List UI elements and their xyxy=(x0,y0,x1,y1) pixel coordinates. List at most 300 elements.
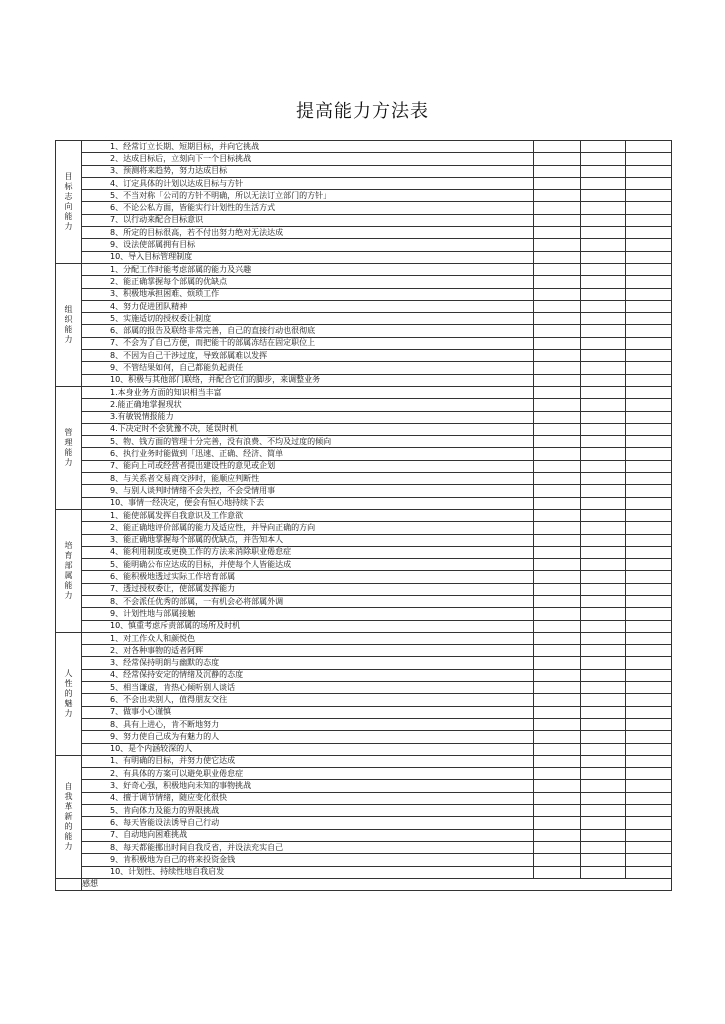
rating-cell[interactable] xyxy=(626,829,672,841)
rating-cell[interactable] xyxy=(581,534,626,546)
item-text-cell: 3、经常保持明朗与幽默的态度 xyxy=(82,657,534,669)
rating-cell[interactable] xyxy=(581,805,626,817)
rating-cell[interactable] xyxy=(626,645,672,657)
table-row xyxy=(56,460,672,472)
table-row xyxy=(56,276,672,288)
table-row xyxy=(56,571,672,583)
rating-cell[interactable] xyxy=(534,436,581,448)
rating-cell[interactable] xyxy=(626,522,672,534)
item-text-cell: 9、与别人谈判时情绪不会失控，不会受情用事 xyxy=(82,485,534,497)
table-row xyxy=(56,780,672,792)
rating-cell[interactable] xyxy=(626,423,672,435)
table-row xyxy=(56,731,672,743)
rating-cell[interactable] xyxy=(626,190,672,202)
table-row xyxy=(56,386,672,398)
category-label: 管理能力 xyxy=(64,427,73,467)
table-row xyxy=(56,583,672,595)
table-row xyxy=(56,448,672,460)
rating-cell[interactable] xyxy=(534,141,581,153)
rating-cell[interactable] xyxy=(581,214,626,226)
rating-cell[interactable] xyxy=(581,792,626,804)
item-text-cell: 8、不因为自己干涉过度，导致部属难以发挥 xyxy=(82,350,534,362)
rating-cell[interactable] xyxy=(626,300,672,312)
table-row xyxy=(56,190,672,202)
rating-cell[interactable] xyxy=(534,632,581,644)
rating-cell[interactable] xyxy=(626,399,672,411)
item-text-cell: 5、实施适切的授权委让制度 xyxy=(82,313,534,325)
rating-cell[interactable] xyxy=(581,497,626,509)
table-row xyxy=(56,792,672,804)
table-row xyxy=(56,866,672,878)
item-text-cell: 2、达成目标后，立刻向下一个目标挑战 xyxy=(82,153,534,165)
rating-cell[interactable] xyxy=(626,239,672,251)
rating-cell[interactable] xyxy=(534,485,581,497)
rating-cell[interactable] xyxy=(581,337,626,349)
rating-cell[interactable] xyxy=(581,718,626,730)
rating-cell[interactable] xyxy=(534,227,581,239)
item-text-cell: 9、设法使部属拥有目标 xyxy=(82,239,534,251)
rating-cell[interactable] xyxy=(534,608,581,620)
table-row xyxy=(56,399,672,411)
rating-cell[interactable] xyxy=(534,325,581,337)
table-row xyxy=(56,177,672,189)
rating-cell[interactable] xyxy=(626,276,672,288)
rating-cell[interactable] xyxy=(626,805,672,817)
table-row xyxy=(56,350,672,362)
rating-cell[interactable] xyxy=(626,780,672,792)
item-text-cell: 4、经常保持安定的情绪及沉静的态度 xyxy=(82,669,534,681)
item-text-cell: 5、物、钱方面的管理十分完善，没有浪费、不均及过度的倾向 xyxy=(82,436,534,448)
item-text-cell: 1、经常订立长期、短期目标，并向它挑战 xyxy=(82,141,534,153)
rating-cell[interactable] xyxy=(626,866,672,878)
table-row xyxy=(56,755,672,767)
rating-cell[interactable] xyxy=(534,214,581,226)
rating-cell[interactable] xyxy=(581,485,626,497)
rating-cell[interactable] xyxy=(626,768,672,780)
rating-cell[interactable] xyxy=(581,141,626,153)
table-row xyxy=(56,718,672,730)
table-row xyxy=(56,153,672,165)
rating-cell[interactable] xyxy=(626,165,672,177)
table-row xyxy=(56,509,672,521)
category-cell xyxy=(56,509,82,632)
rating-cell[interactable] xyxy=(626,337,672,349)
rating-cell[interactable] xyxy=(534,645,581,657)
item-text-cell: 4、能利用制度或更换工作的方法来消除职业倦怠症 xyxy=(82,546,534,558)
item-text-cell: 8、所定的目标很高，若不付出努力绝对无法达成 xyxy=(82,227,534,239)
rating-cell[interactable] xyxy=(626,227,672,239)
item-text-cell: 2、对各种事物的适者阿辉 xyxy=(82,645,534,657)
rating-cell[interactable] xyxy=(534,854,581,866)
item-text-cell: 6、每天皆能设法诱导自己行动 xyxy=(82,817,534,829)
rating-cell[interactable] xyxy=(534,620,581,632)
rating-cell[interactable] xyxy=(581,436,626,448)
item-text-cell: 3、预测将来趋势，努力达成目标 xyxy=(82,165,534,177)
rating-cell[interactable] xyxy=(534,411,581,423)
rating-cell[interactable] xyxy=(581,473,626,485)
category-label: 培育部属能力 xyxy=(64,540,73,600)
rating-cell[interactable] xyxy=(581,263,626,275)
rating-cell[interactable] xyxy=(626,436,672,448)
rating-cell[interactable] xyxy=(581,620,626,632)
rating-cell[interactable] xyxy=(581,239,626,251)
item-text-cell: 7、自动地向困难挑战 xyxy=(82,829,534,841)
rating-cell[interactable] xyxy=(626,214,672,226)
item-text-cell: 1、有明确的目标，并努力使它达成 xyxy=(82,755,534,767)
rating-cell[interactable] xyxy=(626,608,672,620)
item-text-cell: 4、订定具体的计划以达成目标与方针 xyxy=(82,177,534,189)
rating-cell[interactable] xyxy=(534,817,581,829)
table-row xyxy=(56,706,672,718)
rating-cell[interactable] xyxy=(534,153,581,165)
rating-cell[interactable] xyxy=(534,780,581,792)
rating-cell[interactable] xyxy=(581,829,626,841)
rating-cell[interactable] xyxy=(626,485,672,497)
table-row xyxy=(56,214,672,226)
rating-cell[interactable] xyxy=(581,632,626,644)
rating-cell[interactable] xyxy=(534,337,581,349)
notes-cell[interactable]: 感想 xyxy=(82,878,672,890)
item-text-cell: 2.能正确地掌握现状 xyxy=(82,399,534,411)
rating-cell[interactable] xyxy=(626,841,672,853)
rating-cell[interactable] xyxy=(534,276,581,288)
rating-cell[interactable] xyxy=(626,595,672,607)
rating-cell[interactable] xyxy=(581,202,626,214)
ability-method-table xyxy=(55,140,672,891)
rating-cell[interactable] xyxy=(534,755,581,767)
table-row xyxy=(56,620,672,632)
item-text-cell: 3、积极地承担困难、烦琐工作 xyxy=(82,288,534,300)
rating-cell[interactable] xyxy=(626,362,672,374)
table-row xyxy=(56,251,672,263)
rating-cell[interactable] xyxy=(626,411,672,423)
table-row xyxy=(56,374,672,386)
category-cell xyxy=(56,263,82,386)
rating-cell[interactable] xyxy=(626,743,672,755)
table-row xyxy=(56,263,672,275)
rating-cell[interactable] xyxy=(581,313,626,325)
rating-cell[interactable] xyxy=(626,497,672,509)
rating-cell[interactable] xyxy=(626,325,672,337)
rating-cell[interactable] xyxy=(534,263,581,275)
item-text-cell: 1、对工作众人和颜悦色 xyxy=(82,632,534,644)
item-text-cell: 2、能正确地评价部属的能力及适应性，并导向正确的方向 xyxy=(82,522,534,534)
category-cell xyxy=(56,386,82,509)
rating-cell[interactable] xyxy=(581,743,626,755)
rating-cell[interactable] xyxy=(534,546,581,558)
rating-cell[interactable] xyxy=(534,288,581,300)
rating-cell[interactable] xyxy=(581,399,626,411)
rating-cell[interactable] xyxy=(534,165,581,177)
rating-cell[interactable] xyxy=(581,706,626,718)
rating-cell[interactable] xyxy=(626,755,672,767)
item-text-cell: 5、肯向体力及能力的界限挑战 xyxy=(82,805,534,817)
rating-cell[interactable] xyxy=(626,682,672,694)
item-text-cell: 9、肯积极地为自己的将来投资金钱 xyxy=(82,854,534,866)
table-row xyxy=(56,202,672,214)
rating-cell[interactable] xyxy=(581,509,626,521)
rating-cell[interactable] xyxy=(581,780,626,792)
rating-cell[interactable] xyxy=(534,509,581,521)
rating-cell[interactable] xyxy=(581,866,626,878)
rating-cell[interactable] xyxy=(534,595,581,607)
rating-cell[interactable] xyxy=(626,620,672,632)
rating-cell[interactable] xyxy=(581,559,626,571)
table-row xyxy=(56,473,672,485)
table-row xyxy=(56,546,672,558)
item-text-cell: 5、能明确公布应达成的目标，并使每个人皆能达成 xyxy=(82,559,534,571)
table-row xyxy=(56,436,672,448)
rating-cell[interactable] xyxy=(581,731,626,743)
rating-cell[interactable] xyxy=(626,473,672,485)
rating-cell[interactable] xyxy=(581,153,626,165)
rating-cell[interactable] xyxy=(626,718,672,730)
item-text-cell: 2、能正确掌握每个部属的优缺点 xyxy=(82,276,534,288)
item-text-cell: 4、努力促进团队精神 xyxy=(82,300,534,312)
item-text-cell: 8、每天都能挪出时间自我反省，并设法充实自己 xyxy=(82,841,534,853)
rating-cell[interactable] xyxy=(581,423,626,435)
table-row xyxy=(56,485,672,497)
item-text-cell: 4、擅于调节情绪，随应变化很快 xyxy=(82,792,534,804)
rating-cell[interactable] xyxy=(581,755,626,767)
rating-cell[interactable] xyxy=(626,632,672,644)
rating-cell[interactable] xyxy=(534,473,581,485)
rating-cell[interactable] xyxy=(626,374,672,386)
item-text-cell: 7、做事小心谨慎 xyxy=(82,706,534,718)
rating-cell[interactable] xyxy=(581,595,626,607)
footer-category-cell xyxy=(56,878,82,890)
table-row xyxy=(56,411,672,423)
rating-cell[interactable] xyxy=(534,657,581,669)
rating-cell[interactable] xyxy=(534,743,581,755)
rating-cell[interactable] xyxy=(534,350,581,362)
item-text-cell: 10、是个内涵较深的人 xyxy=(82,743,534,755)
rating-cell[interactable] xyxy=(534,460,581,472)
table-row xyxy=(56,337,672,349)
table-row xyxy=(56,595,672,607)
table-row xyxy=(56,682,672,694)
rating-cell[interactable] xyxy=(581,694,626,706)
table-row xyxy=(56,854,672,866)
item-text-cell: 10、积极与其他部门联络，并配合它们的脚步，来调整业务 xyxy=(82,374,534,386)
table-row xyxy=(56,313,672,325)
rating-cell[interactable] xyxy=(626,706,672,718)
item-text-cell: 8、不会派任优秀的部属，一有机会必将部属外调 xyxy=(82,595,534,607)
item-text-cell: 7、不会为了自己方便，而把能干的部属冻结在固定职位上 xyxy=(82,337,534,349)
rating-cell[interactable] xyxy=(534,669,581,681)
item-text-cell: 5、相当谦虚，肯热心倾听别人谈话 xyxy=(82,682,534,694)
rating-cell[interactable] xyxy=(581,583,626,595)
rating-cell[interactable] xyxy=(534,682,581,694)
rating-cell[interactable] xyxy=(534,731,581,743)
rating-cell[interactable] xyxy=(534,239,581,251)
item-text-cell: 9、努力使自己成为有魅力的人 xyxy=(82,731,534,743)
rating-cell[interactable] xyxy=(626,313,672,325)
table-row xyxy=(56,165,672,177)
rating-cell[interactable] xyxy=(534,423,581,435)
rating-cell[interactable] xyxy=(534,559,581,571)
rating-cell[interactable] xyxy=(534,362,581,374)
rating-cell[interactable] xyxy=(581,190,626,202)
rating-cell[interactable] xyxy=(534,805,581,817)
rating-cell[interactable] xyxy=(581,165,626,177)
item-text-cell: 3、能正确地掌握每个部属的优缺点，并告知本人 xyxy=(82,534,534,546)
rating-cell[interactable] xyxy=(626,509,672,521)
rating-cell[interactable] xyxy=(581,374,626,386)
rating-cell[interactable] xyxy=(626,288,672,300)
rating-cell[interactable] xyxy=(581,300,626,312)
table-row xyxy=(56,559,672,571)
rating-cell[interactable] xyxy=(626,386,672,398)
rating-cell[interactable] xyxy=(534,497,581,509)
rating-cell[interactable] xyxy=(534,866,581,878)
item-text-cell: 4.下决定时不会犹豫不决，延误时机 xyxy=(82,423,534,435)
table-row xyxy=(56,669,672,681)
rating-cell[interactable] xyxy=(581,362,626,374)
rating-cell[interactable] xyxy=(626,263,672,275)
rating-cell[interactable] xyxy=(581,276,626,288)
rating-cell[interactable] xyxy=(534,571,581,583)
rating-cell[interactable] xyxy=(626,546,672,558)
rating-cell[interactable] xyxy=(534,829,581,841)
rating-cell[interactable] xyxy=(626,669,672,681)
rating-cell[interactable] xyxy=(534,177,581,189)
table-row xyxy=(56,362,672,374)
table-row xyxy=(56,141,672,153)
rating-cell[interactable] xyxy=(581,522,626,534)
rating-cell[interactable] xyxy=(626,534,672,546)
rating-cell[interactable] xyxy=(626,792,672,804)
rating-cell[interactable] xyxy=(534,583,581,595)
category-cell xyxy=(56,755,82,878)
rating-cell[interactable] xyxy=(626,153,672,165)
rating-cell[interactable] xyxy=(581,817,626,829)
rating-cell[interactable] xyxy=(626,177,672,189)
table-row xyxy=(56,645,672,657)
rating-cell[interactable] xyxy=(534,718,581,730)
rating-cell[interactable] xyxy=(534,300,581,312)
rating-cell[interactable] xyxy=(581,854,626,866)
rating-cell[interactable] xyxy=(534,190,581,202)
rating-cell[interactable] xyxy=(581,657,626,669)
table-row xyxy=(56,743,672,755)
rating-cell[interactable] xyxy=(534,313,581,325)
item-text-cell: 7、能向上司或经营者提出建设性的意见或企划 xyxy=(82,460,534,472)
table-row xyxy=(56,325,672,337)
item-text-cell: 7、以行动来配合目标意识 xyxy=(82,214,534,226)
rating-cell[interactable] xyxy=(626,141,672,153)
rating-cell[interactable] xyxy=(626,731,672,743)
rating-cell[interactable] xyxy=(626,571,672,583)
rating-cell[interactable] xyxy=(626,817,672,829)
rating-cell[interactable] xyxy=(581,288,626,300)
item-text-cell: 5、不当对称「公司的方针不明确，所以无法订立部门的方针」 xyxy=(82,190,534,202)
rating-cell[interactable] xyxy=(581,608,626,620)
rating-cell[interactable] xyxy=(581,411,626,423)
rating-cell[interactable] xyxy=(626,202,672,214)
rating-cell[interactable] xyxy=(626,559,672,571)
rating-cell[interactable] xyxy=(534,694,581,706)
item-text-cell: 6、不会出卖别人，值得朋友交往 xyxy=(82,694,534,706)
rating-cell[interactable] xyxy=(534,522,581,534)
table-row xyxy=(56,522,672,534)
item-text-cell: 1、分配工作时能考虑部属的能力及兴趣 xyxy=(82,263,534,275)
item-text-cell: 6、部属的报告及联络非常完善，自己的直接行动也很彻底 xyxy=(82,325,534,337)
rating-cell[interactable] xyxy=(581,177,626,189)
rating-cell[interactable] xyxy=(581,841,626,853)
table-row xyxy=(56,497,672,509)
rating-cell[interactable] xyxy=(581,682,626,694)
rating-cell[interactable] xyxy=(581,227,626,239)
rating-cell[interactable] xyxy=(581,460,626,472)
rating-cell[interactable] xyxy=(581,251,626,263)
category-label: 自我革新的能力 xyxy=(64,781,73,851)
rating-cell[interactable] xyxy=(534,202,581,214)
rating-cell[interactable] xyxy=(581,768,626,780)
table-row xyxy=(56,300,672,312)
item-text-cell: 8、具有上进心，肯不断地努力 xyxy=(82,718,534,730)
rating-cell[interactable] xyxy=(534,399,581,411)
rating-cell[interactable] xyxy=(581,325,626,337)
rating-cell[interactable] xyxy=(534,448,581,460)
item-text-cell: 3、好奇心强，积极地向未知的事物挑战 xyxy=(82,780,534,792)
rating-cell[interactable] xyxy=(626,694,672,706)
rating-cell[interactable] xyxy=(581,645,626,657)
item-text-cell: 10、事情一经决定，便会有恒心地持续下去 xyxy=(82,497,534,509)
table-row xyxy=(56,423,672,435)
rating-cell[interactable] xyxy=(534,251,581,263)
rating-cell[interactable] xyxy=(581,386,626,398)
item-text-cell: 9、计划性地与部属接触 xyxy=(82,608,534,620)
table-body xyxy=(56,141,672,891)
rating-cell[interactable] xyxy=(581,669,626,681)
rating-cell[interactable] xyxy=(534,386,581,398)
category-label: 目标志向能力 xyxy=(64,171,73,231)
table-row xyxy=(56,805,672,817)
item-text-cell: 3.有敏锐情报能力 xyxy=(82,411,534,423)
item-text-cell: 9、不管结果如何，自己都能负起责任 xyxy=(82,362,534,374)
rating-cell[interactable] xyxy=(534,374,581,386)
rating-cell[interactable] xyxy=(626,854,672,866)
rating-cell[interactable] xyxy=(534,768,581,780)
item-text-cell: 2、有具体的方案可以避免职业倦怠症 xyxy=(82,768,534,780)
rating-cell[interactable] xyxy=(534,841,581,853)
rating-cell[interactable] xyxy=(534,706,581,718)
rating-cell[interactable] xyxy=(534,534,581,546)
rating-cell[interactable] xyxy=(581,546,626,558)
rating-cell[interactable] xyxy=(626,448,672,460)
rating-cell[interactable] xyxy=(626,657,672,669)
table-row xyxy=(56,534,672,546)
table-row xyxy=(56,694,672,706)
item-text-cell: 1、能使部属发挥自我意识及工作意欲 xyxy=(82,509,534,521)
item-text-cell: 7、透过授权委让，使部属发挥能力 xyxy=(82,583,534,595)
rating-cell[interactable] xyxy=(534,792,581,804)
item-text-cell: 6、不论公私方面，皆能实行计划性的生活方式 xyxy=(82,202,534,214)
rating-cell[interactable] xyxy=(626,460,672,472)
rating-cell[interactable] xyxy=(581,448,626,460)
rating-cell[interactable] xyxy=(626,251,672,263)
item-text-cell: 10、慎重考虑斥责部属的场所及时机 xyxy=(82,620,534,632)
category-label: 组织能力 xyxy=(64,304,73,344)
rating-cell[interactable] xyxy=(626,350,672,362)
category-cell xyxy=(56,632,82,755)
rating-cell[interactable] xyxy=(581,571,626,583)
rating-cell[interactable] xyxy=(626,583,672,595)
table-row xyxy=(56,841,672,853)
rating-cell[interactable] xyxy=(581,350,626,362)
table-row xyxy=(56,768,672,780)
